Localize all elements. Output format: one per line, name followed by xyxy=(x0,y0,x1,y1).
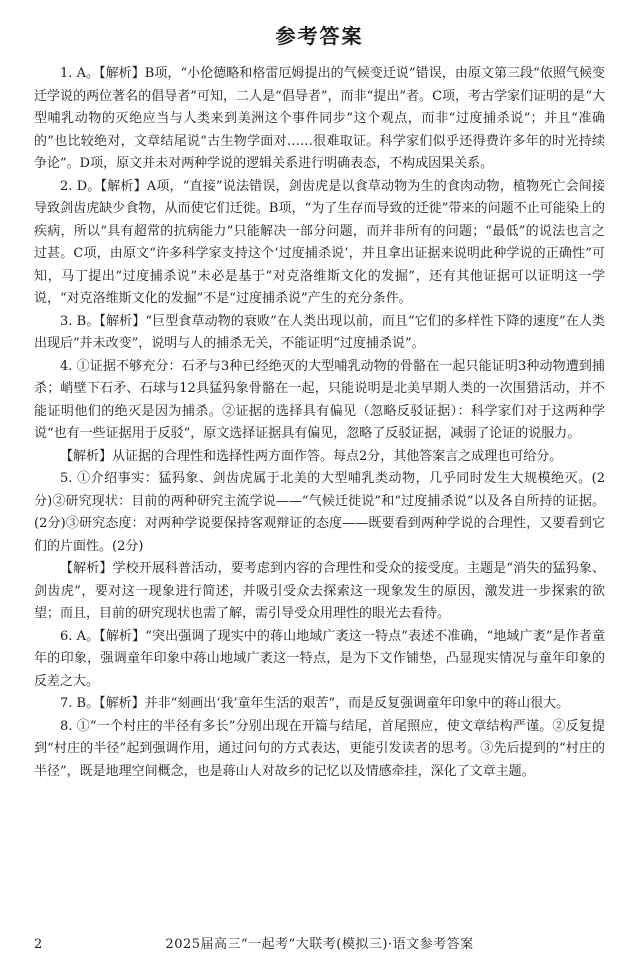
page-number: 2 xyxy=(34,937,43,952)
answer-4: 4. ①证据不够充分：石矛与3种已经绝灭的大型哺乳动物的骨骼在一起只能证明3种动物遭到捕杀；峭壁下石矛、石球与12具猛犸象骨骼在一起，只能说明是北美早期人类的一次围猎活动，并不能证明他们的绝灭是因为捕杀。②证据的选择具有偏见（忽略反驳证据）：科学家们对于这两种学说“也有一些证据用于反驳”，原文选择证据具有偏见，忽略了反驳证据，减弱了论证的说服力。 xyxy=(34,358,605,441)
page-title: 参考答案 xyxy=(275,24,364,48)
answer-body xyxy=(34,63,605,783)
page-footer xyxy=(34,933,605,952)
answer-8: 8. ①“一个村庄的半径有多长”分别出现在开篇与结尾，首尾照应，使文章结构严谨。②反复提到“村庄的半径”起到强调作用，通过问句的方式表达，更能引发读者的思考。③先后提到的“村庄的半径”，既是地理空间概念，也是蒋山人对故乡的记忆以及情感牵挂，深化了文章主题。 xyxy=(34,718,605,779)
answer-5-analysis: 【解析】学校开展科普活动，要考虑到内容的合理性和受众的接受度。主题是“消失的猛犸象、剑齿虎”，要对这一现象进行简述，并吸引受众去探索这一现象发生的原因，激发进一步探索的欲望；而且，目前的研究现状也需了解，需引导受众用理性的眼光去看待。 xyxy=(34,561,605,621)
answer-6: 6. A。【解析】“突出强调了现实中的蒋山地域广袤这一特点”表述不准确，“地域广袤”是作者童年的印象，强调童年印象中蒋山地域广袤这一特点，是为下文作铺垫，凸显现实情况与童年印象的反差之大。 xyxy=(34,628,605,689)
answer-4-analysis: 【解析】从证据的合理性和选择性两方面作答。每点2分，其他答案言之成理也可给分。 xyxy=(60,448,563,464)
answer-2: 2. D。【解析】A项，“直接”说法错误，剑齿虎是以食草动物为生的食肉动物，植物死亡会间接导致剑齿虎缺少食物，从而使它们迁徙。B项，“为了生存而导致的迁徙”带来的问题不止可能染上的疾病，所以“具有超常的抗病能力”只能解决一部分问题，而并非所有的问题；“最低”的说法也言之过甚。C项，由原文“许多科学家支持这个‘过度捕杀说’，并且拿出证据来说明此种学说的正确性”可知，马丁提出“过度捕杀说”未必是基于“对克洛维斯文化的发掘”，还有其他证据可以证明这一学说，“对克洛维斯文化的发掘”不是“过度捕杀说”产生的充分条件。 xyxy=(34,178,605,306)
answer-1: 1. A。【解析】B项，“小伦德略和格雷厄姆提出的气候变迁说”错误，由原文第三段“依照气候变迁学说的两位著名的倡导者”可知，二人是“倡导者”，而非“提出”者。C项，考古学家们证明的是“大型哺乳动物的灭绝应当与人类来到美洲这个事件同步”这个观点，而非“过度捕杀说”；并且“准确的”也比较绝对，文章结尾说“古生物学面对……很难取证。科学家们似乎还得费许多年的时光持续争论”。D项，原文并未对两种学说的逻辑关系进行明确表态，不构成因果关系。 xyxy=(34,66,605,171)
answer-3: 3. B。【解析】“巨型食草动物的衰败”在人类出现以前，而且“它们的多样性下降的速度”在人类出现后“并未改变”，说明与人的捕杀无关，不能证明“过度捕杀说”。 xyxy=(34,313,605,351)
answer-7: 7. B。【解析】并非“刻画出‘我’童年生活的艰苦”，而是反复强调童年印象中的蒋山很大。 xyxy=(60,696,570,711)
footer-exam-title: 2025届高三“一起考”大联考(模拟三)·语文参考答案 xyxy=(165,937,474,952)
answer-5: 5. ①介绍事实：猛犸象、剑齿虎属于北美的大型哺乳类动物，几乎同时发生大规模绝灭。(2分)②研究现状：目前的两种研究主流学说——“气候迁徙说”和“过度捕杀说”以及各自所持的证据。(2分)③研究态度：对两种学说要保持客观辩证的态度——既要看到两种学说的合理性，又要看到它们的片面性。(2分) xyxy=(34,471,605,554)
